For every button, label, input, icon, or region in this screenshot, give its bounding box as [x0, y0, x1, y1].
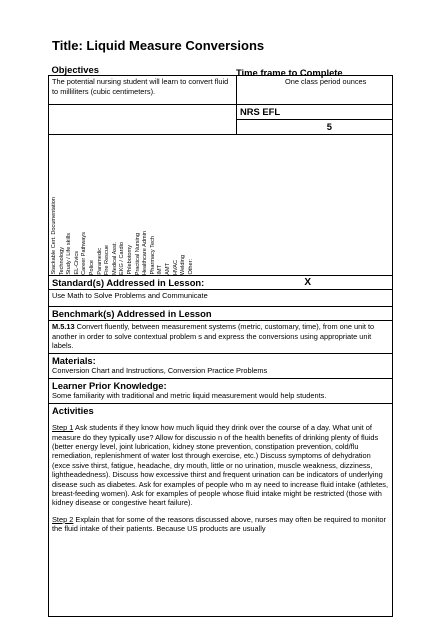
standards-checkmark: X	[304, 276, 312, 288]
materials-label: Materials:	[52, 355, 96, 367]
benchmarks-header-cell	[49, 306, 393, 320]
activities-label: Activities	[52, 405, 94, 417]
pathway-label: Healthcare Admin	[142, 230, 149, 275]
activity-step-2	[52, 515, 389, 534]
lesson-plan-table	[48, 64, 393, 617]
nrs-label-cell	[237, 105, 393, 119]
step-1-label: Step 1	[52, 423, 74, 433]
standards-text-cell	[49, 289, 393, 306]
pathways-list	[49, 135, 392, 275]
pathway-label: Study / Life skills	[66, 233, 73, 275]
benchmark-text: Convert fluently, between measurement systems (metric, customary, time), from one unit to another in order to solve contextual problem s and express the conversions using appropriate unit labels.	[52, 322, 375, 351]
objectives-text-line2: to milliliters (cubic centimeters).	[52, 86, 156, 96]
pathway-label: Practical Nursing	[134, 232, 141, 275]
timeframe-label: Time frame to Complete	[236, 67, 343, 78]
materials-text: Conversion Chart and Instructions, Conversion Practice Problems	[52, 366, 268, 376]
benchmark-code: M.5.13	[52, 322, 75, 332]
pathway-label: Phlebotomy	[126, 245, 133, 275]
pathway-label: EKG / Cardio	[119, 241, 126, 275]
timeframe-cell	[237, 76, 393, 105]
pathway-label: IMT	[157, 265, 164, 275]
pathway-label: Other:	[187, 259, 194, 275]
standards-text: Use Math to Solve Problems and Communicate	[52, 290, 208, 300]
pathway-label: EL-Civics	[73, 251, 80, 275]
pathway-label: Medical Asst.	[111, 241, 118, 275]
objectives-text-line1: The potential nursing student will learn to convert fluid	[52, 77, 229, 87]
standards-label: Standard(s) Addressed in Lesson:	[52, 276, 205, 288]
step-2-text: Explain that for some of the reasons discussed above, nurses may often be required to monitor the fluid intake of their patients. Because US products are usually	[52, 514, 387, 534]
nrs-value-cell	[237, 119, 393, 134]
benchmarks-text-cell	[49, 321, 393, 354]
step-1-text: Ask students if they know how much liquid they drink over the course of a day. What unit of measure do they typically use? Allow for discussio n of the health benefits of drinking plenty of fluids (better energy level, joint lubrication, kidney stone prevention, constipation prevention, cold/flu remediation, replenishment of water lost through exercise, etc.) Discuss symptoms of dehydration (exce ssive thirst, fatigue, headache, dry mouth, little or no urination, muscle weakness, dizziness, lightheadedness). Discuss how excessive thirst and frequent urination can be indicators of underlying disease such as diabetes. Ask for examples of people who m ay need to increase fluid intake (athletes, breast-feeding women). Ask for examples of people whose fluid intake might be restricted (those with kidney disease or congestive heart failure).	[52, 423, 389, 508]
page-title: Title: Liquid Measure Conversions	[52, 38, 265, 53]
prior-knowledge-cell	[49, 379, 393, 404]
pathway-label: Pharmacy Tech	[149, 236, 156, 275]
step-2-label: Step 2	[52, 514, 74, 524]
activity-step-1	[52, 423, 389, 508]
standards-header-cell	[49, 275, 393, 289]
objectives-cell	[49, 76, 237, 105]
activities-cell	[49, 404, 393, 617]
prior-knowledge-text: Some familiarity with traditional and metric liquid measurement would help students.	[52, 391, 327, 401]
pathway-label: Stackable Cert. Documentation	[51, 197, 57, 275]
objectives-label: Objectives	[51, 64, 99, 75]
materials-cell	[49, 354, 393, 379]
nrs-value: 5	[326, 120, 333, 132]
timeframe-value: One class period ounces	[285, 77, 367, 87]
nrs-label: NRS EFL	[240, 106, 281, 118]
pathway-label: Career Pathways	[81, 231, 88, 275]
pathway-label: Welding	[180, 254, 187, 275]
pathway-label: Technology	[58, 246, 65, 275]
pathway-label: HVAC	[172, 259, 179, 275]
pathways-cell	[49, 134, 393, 275]
pathway-label: Fire Rescue	[104, 244, 111, 275]
pathway-label: Police	[88, 259, 95, 275]
pathway-label: AMT	[164, 263, 171, 275]
benchmarks-label: Benchmark(s) Addressed in Lesson	[52, 307, 212, 319]
prior-knowledge-label: Learner Prior Knowledge:	[52, 380, 167, 392]
pathway-label: Paramedic	[96, 248, 103, 275]
